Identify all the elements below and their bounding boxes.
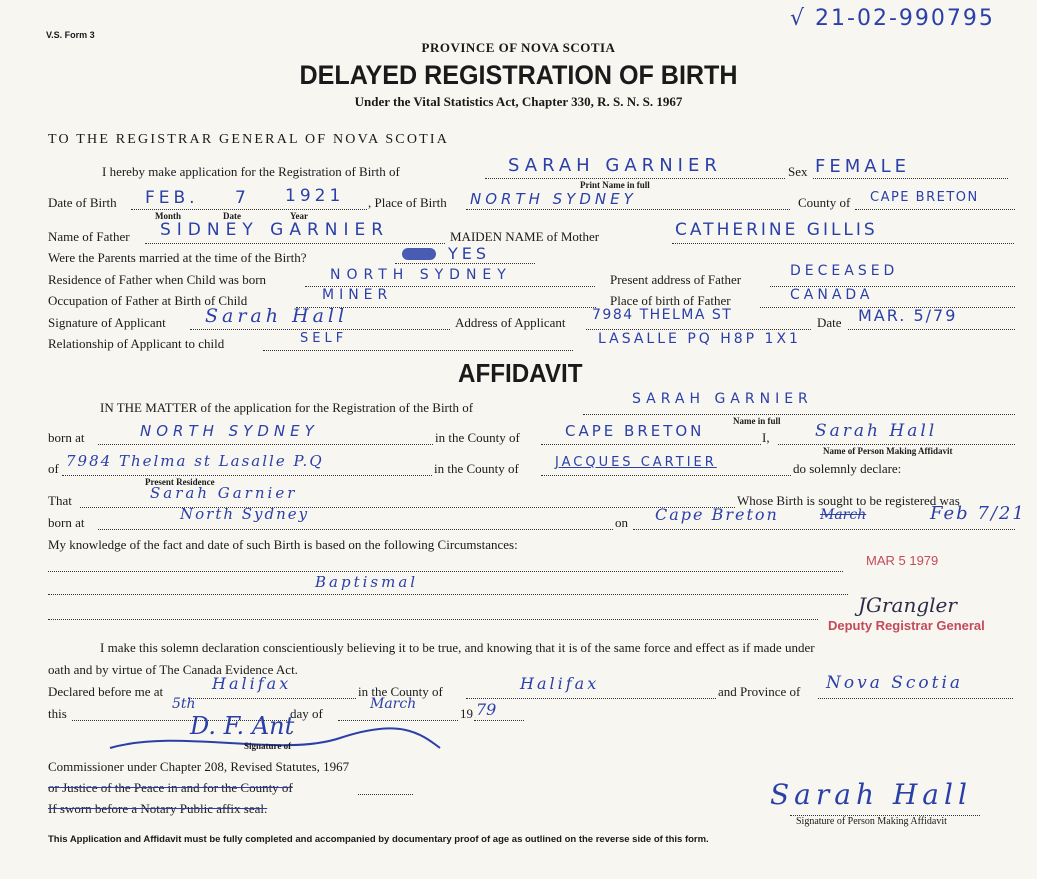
child-name: SARAH GARNIER [508, 155, 722, 176]
residence-value: NORTH SYDNEY [330, 267, 512, 283]
on-label: on [615, 515, 628, 530]
notary-text: If sworn before a Notary Public affix seal. [48, 801, 268, 816]
mother-value: CATHERINE GILLIS [675, 220, 878, 240]
father-birthplace-value: CANADA [790, 287, 874, 303]
dob-year: 1921 [285, 186, 345, 206]
received-stamp-date: MAR 5 1979 [866, 553, 939, 568]
affidavit-heading: AFFIDAVIT [458, 358, 583, 388]
whose-birth-text: Whose Birth is sought to be registered was [737, 493, 960, 508]
married-label: Were the Parents married at the time of the Birth? [48, 250, 307, 265]
date-value: MAR. 5/79 [858, 306, 958, 325]
born-at2-label: born at [48, 515, 85, 530]
registrar-stamp: Deputy Registrar General [828, 618, 985, 633]
print-name-caption: Print Name in full [580, 180, 650, 190]
day-label: day of [290, 706, 323, 721]
declare-text: do solemnly declare: [793, 461, 902, 476]
present-address-label: Present address of Father [610, 272, 742, 287]
declared-county: Halifax [520, 674, 600, 693]
born-county-label: in the County of [435, 430, 520, 445]
name-in-full-caption: Name in full [733, 416, 781, 426]
date-label: Date [817, 315, 842, 330]
province-heading: PROVINCE OF NOVA SCOTIA [421, 40, 616, 55]
county-value: CAPE BRETON [870, 190, 979, 205]
deponent-caption: Name of Person Making Affidavit [823, 446, 953, 456]
subject-name: SARAH GARNIER [632, 391, 813, 407]
this-label: this [48, 706, 67, 721]
deponent-signature-caption: Signature of Person Making Affidavit [796, 816, 947, 827]
form-title: DELAYED REGISTRATION OF BIRTH [299, 60, 738, 90]
sex-value: FEMALE [815, 156, 910, 177]
father-birthplace-label: Place of birth of Father [610, 293, 731, 308]
dob-label: Date of Birth [48, 195, 117, 210]
applicant-address-1: 7984 THELMA ST [592, 307, 733, 323]
dob-date: 7 [235, 188, 250, 208]
day-value: 5th [172, 696, 196, 712]
i-label: I, [762, 430, 770, 445]
that-name: Sarah Garnier [150, 484, 298, 502]
declared-label: Declared before me at [48, 684, 164, 699]
deponent-county: JACQUES CARTIER [555, 455, 717, 470]
mother-label: MAIDEN NAME of Mother [450, 229, 600, 244]
year-prefix: 19 [460, 706, 473, 721]
declared-place: Halifax [212, 674, 292, 693]
signature-of-caption: Signature of [244, 741, 292, 751]
dob-month: FEB. [145, 188, 199, 208]
declaration-text-2: oath and by virtue of The Canada Evidence Act. [48, 662, 298, 677]
born-on-date: Feb 7/21 [930, 503, 1026, 524]
circumstance: Baptismal [315, 573, 419, 591]
declared-province: Nova Scotia [826, 673, 964, 693]
commissioner-signature: D. F. Ant [190, 712, 295, 740]
born-at2-value: North Sydney [180, 505, 310, 523]
declared-county-label: in the County of [358, 684, 443, 699]
occupation-value: MINER [322, 287, 393, 303]
of-label: of [48, 461, 59, 476]
applicant-signature: Sarah Hall [205, 305, 349, 327]
born-on-place: Cape Breton [655, 505, 779, 524]
applicant-address-2: LASALLE PQ H8P 1X1 [598, 331, 801, 347]
father-value: SIDNEY GARNIER [160, 220, 390, 240]
deponent-name: Sarah Hall [815, 421, 938, 441]
residence-label: Residence of Father when Child was born [48, 272, 267, 287]
that-label: That [48, 493, 72, 508]
justice-text: or Justice of the Peace in and for the County of [48, 780, 293, 795]
form-code: V.S. Form 3 [46, 30, 95, 40]
declaration-text-1: I make this solemn declaration conscientiously believing it to be true, and knowing that it is of the same force and effect as if made under [100, 640, 815, 655]
footer-note: This Application and Affidavit must be fully completed and accompanied by documentary proof of age as outlined on the reverse side of this form. [48, 834, 709, 845]
date-caption: Date [223, 211, 241, 221]
deponent-county-label: in the County of [434, 461, 519, 476]
sex-label: Sex [788, 164, 808, 179]
present-address-value: DECEASED [790, 263, 899, 279]
commissioner-signature-flourish [100, 718, 460, 760]
addressee: TO THE REGISTRAR GENERAL OF NOVA SCOTIA [48, 132, 450, 147]
year-value: 79 [476, 700, 497, 719]
month-caption: Month [155, 211, 182, 221]
born-at-value: NORTH SYDNEY [140, 422, 319, 440]
matter-text: IN THE MATTER of the application for the Registration of the Birth of [100, 400, 474, 415]
province-label: and Province of [718, 684, 801, 699]
married-scribble [402, 248, 436, 260]
relationship-label: Relationship of Applicant to child [48, 336, 225, 351]
applicant-address-label: Address of Applicant [455, 315, 566, 330]
place-value: NORTH SYDNEY [470, 190, 637, 208]
deponent-signature: Sarah Hall [770, 778, 972, 811]
knowledge-text: My knowledge of the fact and date of such Birth is based on the following Circumstances: [48, 537, 518, 552]
born-county-value: CAPE BRETON [565, 422, 705, 440]
registrar-signature: JGrangler [858, 593, 957, 617]
father-label: Name of Father [48, 229, 130, 244]
born-on-struck: March [820, 507, 867, 523]
act-subtitle: Under the Vital Statistics Act, Chapter 330, R. S. N. S. 1967 [354, 94, 683, 109]
signature-label: Signature of Applicant [48, 315, 166, 330]
intro-text: I hereby make application for the Registration of Birth of [102, 164, 400, 179]
commissioner-text: Commissioner under Chapter 208, Revised Statutes, 1967 [48, 759, 350, 774]
relationship-value: SELF [300, 331, 348, 346]
file-number: √ 21-02-990795 [790, 6, 995, 31]
married-value: YES [448, 244, 491, 263]
year-caption: Year [290, 211, 308, 221]
month-value: March [370, 696, 417, 712]
deponent-residence: 7984 Thelma st Lasalle P.Q [66, 452, 324, 470]
county-label: County of [798, 195, 851, 210]
place-label: , Place of Birth [368, 195, 447, 210]
residence-caption: Present Residence [145, 477, 215, 487]
occupation-label: Occupation of Father at Birth of Child [48, 293, 248, 308]
born-at-label: born at [48, 430, 85, 445]
